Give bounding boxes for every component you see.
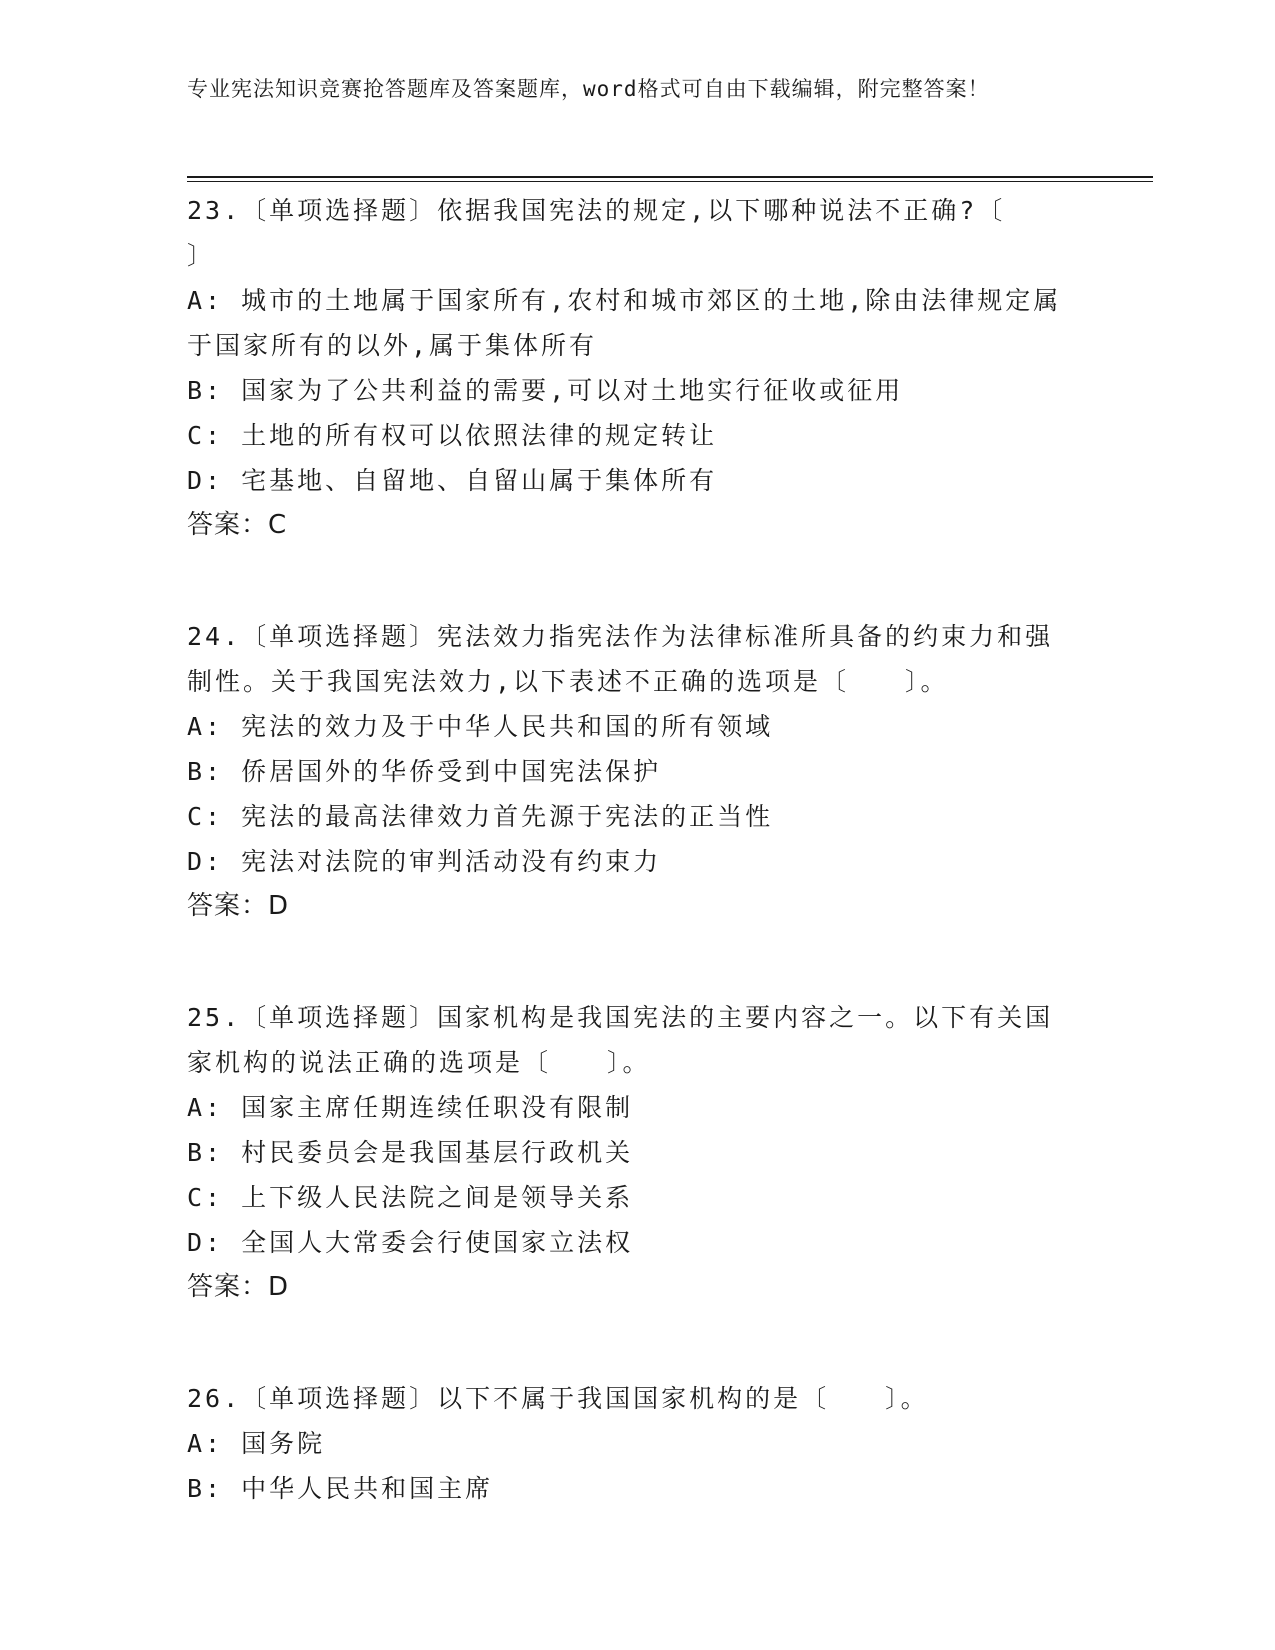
question-26 (187, 1376, 1067, 1511)
option-d: D: 宪法对法院的审判活动没有约束力 (187, 847, 662, 876)
answer-line: 答案：D (187, 891, 290, 921)
question-24 (187, 614, 1067, 929)
option-b: B: 中华人民共和国主席 (187, 1474, 494, 1503)
question-text: 25.〔单项选择题〕国家机构是我国宪法的主要内容之一。以下有关国家机构的说法正确的选项是〔 〕。 (187, 1003, 1054, 1077)
option-b: B: 侨居国外的华侨受到中国宪法保护 (187, 757, 662, 786)
option-b: B: 村民委员会是我国基层行政机关 (187, 1138, 634, 1167)
option-a: A: 国家主席任期连续任职没有限制 (187, 1093, 634, 1122)
page-header: 专业宪法知识竞赛抢答题库及答案题库，word格式可自由下载编辑，附完整答案！ (187, 77, 990, 101)
question-25 (187, 995, 1067, 1310)
header-rule-thin (187, 181, 1153, 182)
option-a: A: 宪法的效力及于中华人民共和国的所有领域 (187, 712, 774, 741)
question-23 (187, 188, 1067, 548)
question-list (187, 188, 1067, 1577)
answer-line: 答案：D (187, 1272, 290, 1302)
option-c: C: 土地的所有权可以依照法律的规定转让 (187, 421, 718, 450)
answer-line: 答案：C (187, 510, 288, 540)
option-a: A: 国务院 (187, 1429, 326, 1458)
header-rule-thick (187, 176, 1153, 178)
option-d: D: 全国人大常委会行使国家立法权 (187, 1228, 634, 1257)
question-text: 23.〔单项选择题〕依据我国宪法的规定,以下哪种说法不正确?〔 〕 (187, 196, 1062, 270)
question-text: 24.〔单项选择题〕宪法效力指宪法作为法律标准所具备的约束力和强制性。关于我国宪法效力,以下表述不正确的选项是〔 〕。 (187, 622, 1054, 696)
question-text: 26.〔单项选择题〕以下不属于我国国家机构的是〔 〕。 (187, 1384, 929, 1413)
option-c: C: 上下级人民法院之间是领导关系 (187, 1183, 634, 1212)
option-a: A: 城市的土地属于国家所有,农村和城市郊区的土地,除由法律规定属于国家所有的以外,属于集体所有 (187, 286, 1062, 360)
option-c: C: 宪法的最高法律效力首先源于宪法的正当性 (187, 802, 774, 831)
option-d: D: 宅基地、自留地、自留山属于集体所有 (187, 466, 718, 495)
option-b: B: 国家为了公共利益的需要,可以对土地实行征收或征用 (187, 376, 904, 405)
